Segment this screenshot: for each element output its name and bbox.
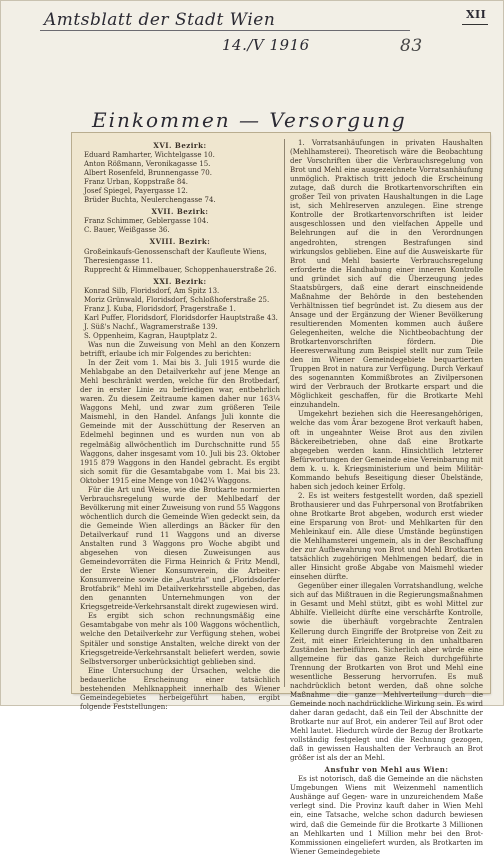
district-entry: Konrad Silb, Floridsdorf, Am Spitz 13. bbox=[84, 286, 220, 295]
district-entry: C. Bauer, Weißgasse 36. bbox=[84, 226, 170, 235]
handwritten-date: 14./V 1916 bbox=[222, 36, 310, 54]
body-paragraph: Gegenüber einer illegalen Vorratshandlung, welche sich auf das Mißtrauen in die Regierungsmaßnahmen in Gesamt und Mehl stützt, gibt es wohl Mittel zur Abhilfe. Vielleicht dürfte eine verschärfte Kontrolle, sowie die überhäuft vorgebrachte Zentralen Kellerung durch Eingriffe der Brotpreise von Zeit zu Zeit, mit einer Erleichterung in den unhaltbaren Zuständen herbeiführen. Sicherlich aber würde eine allgemeine für das ganze Reich durchgeführte Trennung der Brotkarten von Brot und Mehl eine wesentliche Besserung hervorrufen. Es muß nachdrücklich betont werden, daß ohne solche Maßnahme die ganze Mehlverteilung durch die Gemeinde noch nachdrückliche Wirkung sein. Es wird daher daran gedacht, daß ein Teil der Abschnitte der Brotkarte nur auf Brot, ein anderer Teil auf Brot oder Mehl lautet. Hiedurch würde der Bezug der Brotkarte vollständig festgelegt und die Rechnung gezogen, daß in gewissen Haushalten der Verbrauch an Brot größer ist als der an Mehl. bbox=[290, 582, 483, 763]
district-entry: Franz Urban, Koppstraße 84. bbox=[84, 178, 188, 187]
district-heading: XXI. Bezirk: bbox=[153, 276, 207, 286]
district-entry: Anton Rößmann, Veronikagasse 15. bbox=[84, 160, 211, 169]
district-entry: Moriz Grünwald, Floridsdorf, Schloßhoferstraße 25. bbox=[84, 295, 270, 304]
district-entry: Franz Schimmer, Geblergasse 104. bbox=[84, 217, 209, 226]
body-paragraph: Was nun die Zuweisung von Mehl an den Konzern betrifft, erlaube ich mir Folgendes zu berichten: bbox=[80, 340, 280, 359]
page-marker: XII bbox=[466, 8, 487, 21]
body-paragraph: Für die Art und Weise, wie die Brotkarte normierten Verbrauchsregelung wurde der Mehlbedarf der Bevölkerung mit einer Zuweisung von rund 55 Waggons wöchentlich durch die Gemeinde Wien gedeckt sein, da die Gemeinde Wien allerdings an Bäcker für den Detailverkauf rund 11 Waggons und an diverse Anstalten rund 3 Waggons pro Woche abgibt und abgesehen von diesen Zuweisungen aus Gemeindevorräten die Firma Heinrich & Fritz Mendl, der Erste Wiener Konsumverein, die Arbeiter-Konsumvereine sowie die „Austria“ und „Floridsdorfer Brotfabrik“ Mehl im Detailverkehrsstelle abgeben, das den genannten Unternehmungen von der Kriegsgetreide-Verkehrsanstalt direkt zugewiesen wird. bbox=[80, 485, 280, 612]
district-entry: Josef Spiegel, Payergasse 12. bbox=[84, 187, 188, 196]
district-entry: Brüder Buchta, Neulerchengasse 74. bbox=[84, 196, 216, 205]
handwritten-subject: Einkommen — Versorgung bbox=[92, 108, 407, 132]
district-heading: XVI. Bezirk: bbox=[153, 141, 207, 150]
district-entry: Albert Rosenfeld, Brunnengasse 70. bbox=[84, 169, 212, 178]
newspaper-clipping bbox=[72, 133, 490, 856]
body-paragraph: 2. Es ist weiters festgestellt worden, daß speziell Brothausierer und das Fuhrpersonal von Brotfabriken ohne Brotkarte Brot abgeben, wodurch erst wieder eine Ersparung von Brot- und Mehlkarten für den Mehleinkauf ein. Alle diese Umstände begünstigen die Mehlhamsterei ungemein, als in der Beschaffung der zur Aufbewahrung von Brot und Mehl Brotkarten tatsächlich zugehörigen Mehlmengen bedarf, die in aller Hinsicht große Abgabe von Maismehl wieder einsehen dürfte. bbox=[290, 491, 483, 582]
handwritten-number: 83 bbox=[400, 36, 423, 56]
body-paragraph: Umgekehrt beziehen sich die Heeresangehörigen, welche das vom Ärar bezogene Brot verkauft haben, oft in ungeahnter Weise Brot aus den zivilen Bäckereibetrieben, ohne daß eine Brotkarte abgegeben werden kann. Hinsichtlich letzterer Befürwortungen der Gemeinde eine Vereinbarung mit dem k. u. k. Kriegsministerium und beim Militär-Kommando behufs Beseitigung dieser Übelstände, haben sich jedoch keiner Erfolg. bbox=[290, 410, 483, 491]
district-heading: XVII. Bezirk: bbox=[151, 207, 209, 217]
column-divider bbox=[284, 139, 285, 687]
district-entry: S. Oppenheim, Kagran, Hauptplatz 2. bbox=[84, 331, 218, 340]
district-entry: Großeinkaufs-Genossenschaft der Kaufleute Wiens, Theresiengasse 11. bbox=[84, 247, 267, 265]
left-column bbox=[80, 139, 280, 711]
district-list bbox=[80, 141, 280, 341]
page-marker-underline bbox=[462, 24, 488, 25]
left-paragraphs bbox=[80, 341, 280, 712]
handwritten-title: Amtsblatt der Stadt Wien bbox=[44, 10, 276, 30]
title-underline bbox=[40, 30, 410, 31]
export-subheading: Ansfuhr von Mehl aus Wien: bbox=[324, 765, 449, 775]
district-entry: Karl Puffer, Floridsdorf, Floridsdorfer Hauptstraße 43. bbox=[84, 313, 278, 322]
right-paragraphs bbox=[290, 139, 483, 763]
right-column bbox=[290, 139, 483, 856]
export-paragraph: Es ist notorisch, daß die Gemeinde an die nächsten Umgebungen Wiens mit Weizenmehl namentlich Aushänge auf Gegen- ware in unzureichendem Maße verlegt sind. Die Provinz kauft daher in Wien Mehl ein, eine Tatsache, welche schon dadurch bewiesen wird, daß die Gemeinde für die Brotkarte 3 Millionen an Mehlkarten und 1 Million mehr bei den Brot-Kommissionen eingeliefert wurden, als Brotkarten im Wiener Gemeindegebiete bbox=[290, 775, 483, 856]
body-paragraph: In der Zeit vom 1. Mai bis 3. Juli 1915 wurde die Mehlabgabe an den Detailverkehr auf jene Menge an Mehl beschränkt werden, welche für den Brotbedarf, der in erster Linie zu befriedigen war, entbehrlich waren. Zu diesem Zeitraume kamen daher nur 163¼ Waggons Mehl, und zwar zum größeren Teile Maismehl, in den Handel. Anfangs Juli konnte die Gemeinde mit der Ausschüttung der Reserven an Edelmehl beginnen und es wurden nun von ab regelmäßig allwöchentlich im Durchschnitte rund 55 Waggons, daher insgesamt vom 10. Juli bis 23. Oktober 1915 879 Waggons in den Handel gebracht. Es ergibt sich somit für die Gesamtabgabe vom 1. Mai bis 23. Oktober 1915 eine Menge von 1042¼ Waggons. bbox=[80, 359, 280, 485]
body-paragraph: 1. Vorratsanhäufungen in privaten Haushalten (Mehlhamsterei). Theoretisch wäre die Beobachtung der Vorschriften über die Verbrauchsregelung von Brot und Mehl eine ausgezeichnete Vorratsanhäufung unmöglich. Praktisch tritt jedoch die Erscheinung zutage, daß durch die Brotkartenvorschriften ein großer Teil von privaten Haushaltungen in die Lage ist, sich Mehlreserven anzulegen. Eine strenge Kontrolle der Brotkartenvorschriften ist leider ausgeschlossen und den vielfachen Appelle und Belehrungen auf die in den Verordnungen angedrohten, strengen Bestrafungen sind wirkungslos geblieben. Eine auf die Ausweiskarte für Brot und Mehl basierte Verbrauchsregelung erforderte die Handhabung einer inneren Kontrolle und gründet sich auf die Überzeugung jedes Staatsbürgers, daß eine derart einschneidende Maßnahme der Behörde in den bestehenden Verhältnissen tief begründet ist. Zu diesem aus der Ansage und der Ergänzung der Wiener Bevölkerung resultierenden Momenten kommen auch äußere Gelegenheiten, welche die Nichtbeobachtung der Brotkartenvorschriften fördern. Die Heeresverwaltung zum Beispiel stellt nur zum Teile den im Wiener Gemeindegebiete bequartierten Truppen Brot in natura zur Verfügung. Durch Verkauf des sogenannten Kommißbrotes an Zivilpersonen wird der Verbrauch der Brotkarte erspart und die Möglichkeit geschaffen, für die Brotkarte Mehl einzuhandeln. bbox=[290, 139, 483, 410]
district-heading: XVIII. Bezirk: bbox=[149, 237, 211, 247]
district-entry: Eduard Ramharter, Wichtelgasse 10. bbox=[84, 151, 215, 160]
body-paragraph: Eine Untersuchung der Ursachen, welche die bedauerliche Erscheinung einer tatsächlich bestehenden Mehlknappheit innerhalb des Wiener Gemeindegebietes herbeigeführt haben, ergibt folgende Feststellungen: bbox=[80, 666, 280, 711]
district-entry: J. Süß's Nachf., Wagramerstraße 139. bbox=[84, 322, 218, 331]
district-entry: Franz J. Kuba, Floridsdorf, Pragerstraße 1. bbox=[84, 304, 236, 313]
district-entry: Rupprecht & Himmelbauer, Schoppenhauerstraße 26. bbox=[84, 265, 277, 274]
body-paragraph: Es ergibt sich schon rechnungsmäßig eine Gesamtabgabe von mehr als 100 Waggons wöchentlich, welche den Detailverkehr zur Verfügung stehen, wobei Spitäler und sonstige Anstalten, welche direkt von der Kriegsgetreide-Verkehrsanstalt beliefert werden, sowie Selbstversorger unberücksichtigt geblieben sind. bbox=[80, 612, 280, 666]
